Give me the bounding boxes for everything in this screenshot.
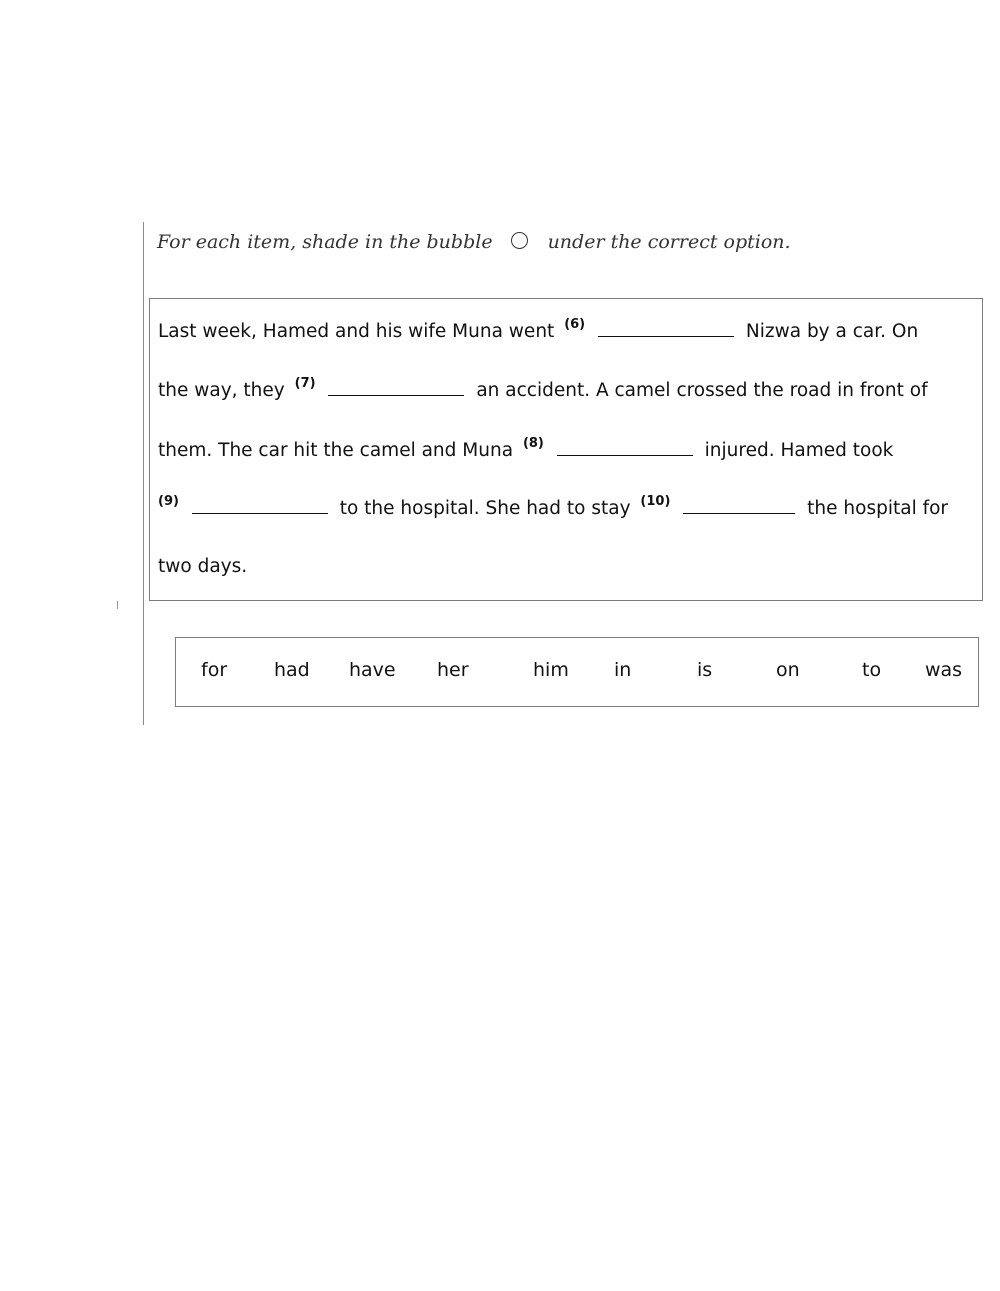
passage-line-3 — [158, 437, 893, 464]
passage-line-2 — [158, 377, 928, 404]
blank-6[interactable] — [598, 318, 734, 337]
passage-text: them. The car hit the camel and Muna — [158, 440, 514, 461]
passage-text: the hospital for — [807, 498, 949, 519]
instruction-text-end: under the correct option. — [547, 231, 791, 253]
margin-tick — [117, 601, 118, 609]
word-option[interactable]: for — [201, 659, 228, 681]
item-number-9: (9) — [158, 494, 179, 509]
passage-text: two days. — [158, 556, 248, 577]
passage-text: to the hospital. She had to stay — [339, 498, 631, 519]
instruction — [157, 231, 791, 253]
instruction-text-start: For each item, shade in the bubble — [157, 231, 493, 253]
word-option[interactable]: to — [862, 659, 882, 681]
blank-7[interactable] — [328, 377, 464, 396]
word-option[interactable]: him — [533, 659, 569, 681]
item-number-8: (8) — [522, 436, 544, 451]
word-option[interactable]: is — [697, 659, 713, 681]
passage-text: the way, they — [158, 380, 285, 401]
passage-line-4 — [158, 495, 948, 522]
passage-text: Last week, Hamed and his wife Muna went — [158, 321, 555, 342]
margin-line — [143, 222, 144, 725]
word-option[interactable]: was — [925, 659, 963, 681]
item-number-7: (7) — [294, 376, 316, 391]
passage-text: injured. Hamed took — [704, 440, 894, 461]
item-number-10: (10) — [640, 494, 671, 509]
blank-8[interactable] — [557, 437, 693, 456]
bubble-icon — [511, 232, 528, 249]
word-option[interactable]: her — [437, 659, 469, 681]
item-number-6: (6) — [564, 317, 586, 332]
passage-box — [149, 298, 983, 601]
word-option[interactable]: in — [614, 659, 632, 681]
passage-line-5 — [158, 556, 247, 578]
word-option[interactable]: on — [776, 659, 800, 681]
passage-line-1 — [158, 318, 918, 345]
word-bank — [175, 637, 979, 707]
passage-text: an accident. A camel crossed the road in front of — [476, 380, 928, 401]
word-option[interactable]: have — [349, 659, 396, 681]
passage-text: Nizwa by a car. On — [745, 321, 919, 342]
blank-10[interactable] — [683, 495, 795, 514]
word-option[interactable]: had — [274, 659, 310, 681]
blank-9[interactable] — [192, 495, 328, 514]
